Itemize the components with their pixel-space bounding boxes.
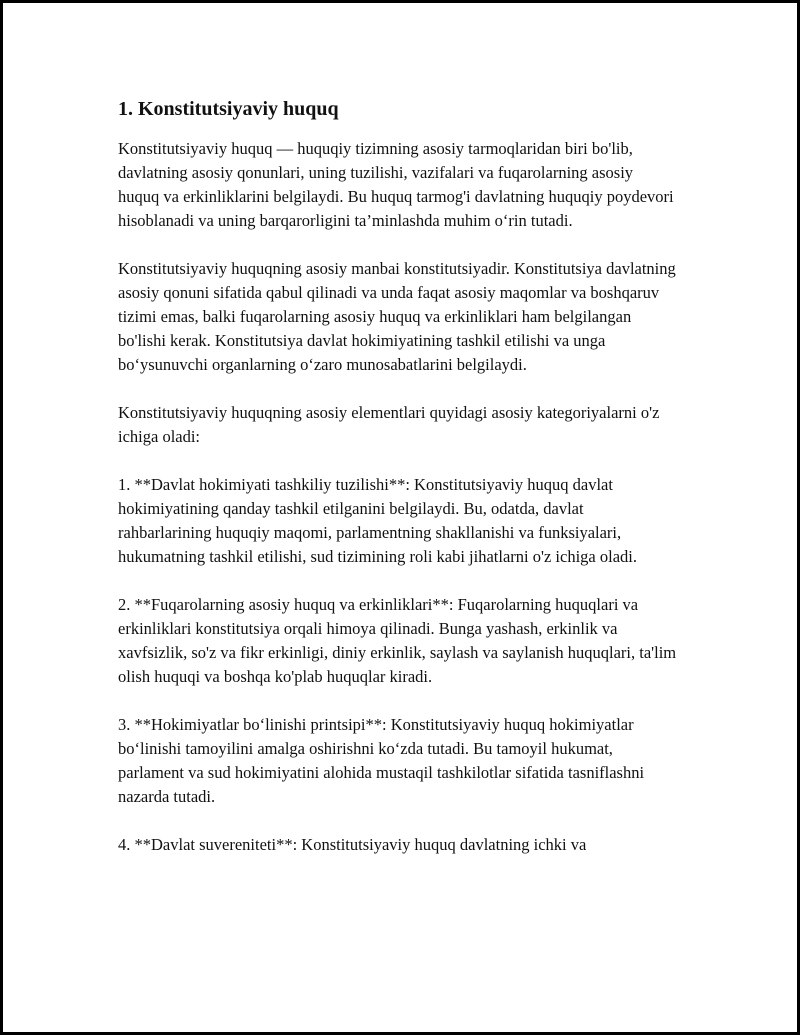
- list-item-separation-of-powers: 3. **Hokimiyatlar bo‘linishi printsipi**: Konstitutsiyaviy huquq hokimiyatlar bo‘linishi tamoyilini amalga oshirishni ko‘zda tutadi. Bu tamoyil hukumat, parlament va sud hokimiyatini alohida mustaqil tashkilotlar sifatida tasniflashni nazarda tutadi.: [118, 715, 645, 806]
- paragraph-sources: Konstitutsiyaviy huquqning asosiy manbai konstitutsiyadir. Konstitutsiya davlatning asosiy qonuni sifatida qabul qilinadi va unda faqat asosiy maqomlar va boshqaruv tizimi emas, balki fuqarolarning asosiy huquq va erkinliklari ham belgilangan bo'lishi kerak. Konstitutsiya davlat hokimiyatining tashkil etilishi va unga bo‘ysunuvchi organlarning o‘zaro munosabatlarini belgilaydi.: [118, 259, 676, 374]
- list-item-state-power: 1. **Davlat hokimiyati tashkiliy tuzilishi**: Konstitutsiyaviy huquq davlat hokimiyatining qanday tashkil etilganini belgilaydi. Bu, odatda, davlat rahbarlarining huquqiy maqomi, parlamentning shakllanishi va funksiyalari, hukumatning tashkil etilishi, sud tizimining roli kabi jihatlarni o'z ichiga oladi.: [118, 475, 637, 566]
- section-heading: 1. Konstitutsiyaviy huquq: [118, 98, 339, 120]
- paragraph-intro: Konstitutsiyaviy huquq — huquqiy tizimning asosiy tarmoqlaridan biri bo'lib, davlatning asosiy qonunlari, uning tuzilishi, vazifalari va fuqarolarning asosiy huquq va erkinliklarini belgilaydi. Bu huquq tarmog'i davlatning huquqiy poydevori hisoblanadi va uning barqarorligini ta’minlashda muhim o‘rin tutadi.: [118, 139, 674, 230]
- paragraph-elements-intro: Konstitutsiyaviy huquqning asosiy elementlari quyidagi asosiy kategoriyalarni o'z ichiga oladi:: [118, 403, 660, 446]
- document-body: [118, 95, 678, 881]
- list-item-sovereignty: 4. **Davlat suvereniteti**: Konstitutsiyaviy huquq davlatning ichki va: [118, 835, 587, 854]
- list-item-citizen-rights: 2. **Fuqarolarning asosiy huquq va erkinliklari**: Fuqarolarning huquqlari va erkinliklari konstitutsiya orqali himoya qilinadi. Bunga yashash, erkinlik va xavfsizlik, so'z va fikr erkinligi, diniy erkinlik, saylash va saylanish huquqlari, ta'lim olish huquqi va boshqa ko'plab huquqlar kiradi.: [118, 595, 677, 686]
